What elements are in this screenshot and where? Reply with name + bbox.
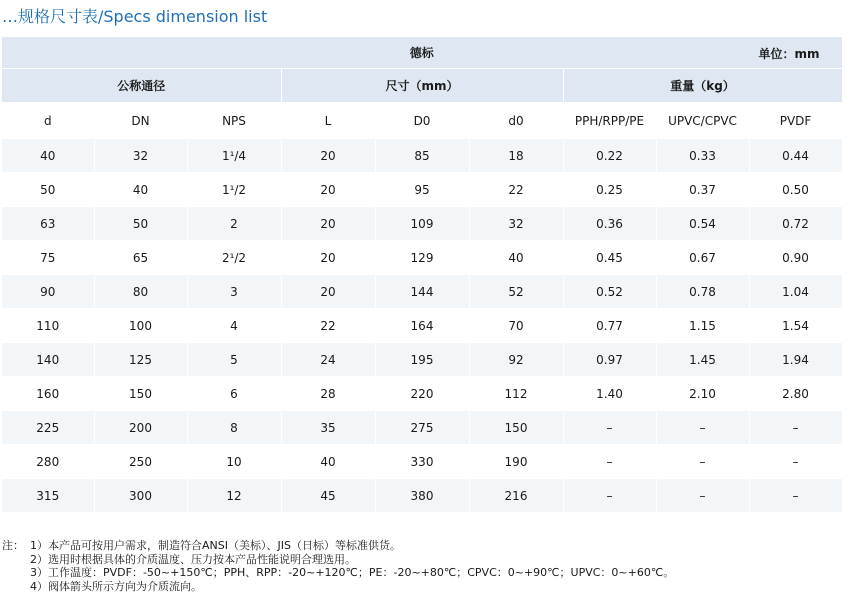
- table-cell: 70: [469, 309, 563, 343]
- table-cell: 220: [375, 377, 469, 411]
- column-header-row: [2, 103, 842, 139]
- column-header: L: [281, 103, 375, 139]
- table-cell: 275: [375, 411, 469, 445]
- table-cell: 50: [94, 207, 187, 241]
- table-cell: 0.37: [656, 173, 749, 207]
- table-cell: 50: [2, 173, 94, 207]
- table-cell: –: [563, 479, 656, 513]
- group-header-nominal-diameter: 公称通径: [2, 69, 281, 103]
- column-header: UPVC/CPVC: [656, 103, 749, 139]
- table-cell: –: [656, 479, 749, 513]
- table-cell: 12: [187, 479, 281, 513]
- table-cell: 20: [281, 275, 375, 309]
- table-cell: 100: [94, 309, 187, 343]
- page-title: …规格尺寸表/Specs dimension list: [2, 7, 268, 26]
- table-cell: 1¹/2: [187, 173, 281, 207]
- table-cell: 2¹/2: [187, 241, 281, 275]
- table-cell: 10: [187, 445, 281, 479]
- table-cell: 40: [2, 139, 94, 173]
- column-header: PPH/RPP/PE: [563, 103, 656, 139]
- table-cell: 40: [281, 445, 375, 479]
- note-line: [2, 553, 674, 567]
- table-cell: 1.54: [749, 309, 842, 343]
- table-cell: 6: [187, 377, 281, 411]
- column-header: DN: [94, 103, 187, 139]
- table-cell: 20: [281, 173, 375, 207]
- table-cell: 0.72: [749, 207, 842, 241]
- table-cell: 75: [2, 241, 94, 275]
- table-cell: 0.97: [563, 343, 656, 377]
- table-cell: 216: [469, 479, 563, 513]
- table-cell: 40: [469, 241, 563, 275]
- table-cell: 0.33: [656, 139, 749, 173]
- table-cell: 1.15: [656, 309, 749, 343]
- table-cell: 63: [2, 207, 94, 241]
- table-cell: 1.94: [749, 343, 842, 377]
- group-header-row: [2, 69, 842, 103]
- note-text: 2）选用时根据具体的介质温度、压力按本产品性能说明合理选用。: [30, 552, 356, 566]
- table-cell: 92: [469, 343, 563, 377]
- table-cell: 300: [94, 479, 187, 513]
- note-text: 4）阀体箭头所示方向为介质流向。: [30, 579, 202, 593]
- table-cell: 315: [2, 479, 94, 513]
- table-cell: 22: [281, 309, 375, 343]
- table-cell: 109: [375, 207, 469, 241]
- table-cell: 85: [375, 139, 469, 173]
- table-cell: 0.77: [563, 309, 656, 343]
- group-header-dimensions: 尺寸（mm）: [281, 69, 563, 103]
- table-cell: 0.25: [563, 173, 656, 207]
- table-cell: 95: [375, 173, 469, 207]
- table-cell: 8: [187, 411, 281, 445]
- standard-header-row: [2, 37, 842, 69]
- table-cell: 280: [2, 445, 94, 479]
- table-row: [2, 275, 842, 309]
- table-row: [2, 139, 842, 173]
- table-cell: 0.54: [656, 207, 749, 241]
- table-cell: –: [749, 479, 842, 513]
- table-cell: 225: [2, 411, 94, 445]
- table-cell: –: [656, 445, 749, 479]
- table-cell: 0.67: [656, 241, 749, 275]
- column-header: PVDF: [749, 103, 842, 139]
- table-cell: –: [656, 411, 749, 445]
- notes: [2, 539, 674, 593]
- table-cell: 195: [375, 343, 469, 377]
- table-cell: 0.78: [656, 275, 749, 309]
- standard-label: 德标: [409, 46, 434, 60]
- table-cell: 129: [375, 241, 469, 275]
- table-cell: 52: [469, 275, 563, 309]
- table-cell: 200: [94, 411, 187, 445]
- group-header-weight: 重量（kg）: [563, 69, 842, 103]
- table-cell: 150: [469, 411, 563, 445]
- note-line: [2, 580, 674, 594]
- note-line: [2, 539, 674, 553]
- unit-label: 单位：mm: [758, 47, 820, 61]
- column-header: d0: [469, 103, 563, 139]
- table-cell: 24: [281, 343, 375, 377]
- table-cell: 2.10: [656, 377, 749, 411]
- column-header: D0: [375, 103, 469, 139]
- table-cell: 32: [94, 139, 187, 173]
- table-cell: –: [563, 411, 656, 445]
- table-row: [2, 241, 842, 275]
- table-row: [2, 207, 842, 241]
- table-cell: 0.52: [563, 275, 656, 309]
- table-cell: 0.36: [563, 207, 656, 241]
- table-cell: 380: [375, 479, 469, 513]
- table-cell: 90: [2, 275, 94, 309]
- table-cell: 190: [469, 445, 563, 479]
- table-row: [2, 411, 842, 445]
- table-cell: 3: [187, 275, 281, 309]
- note-text: 1）本产品可按用户需求，制造符合ANSI（美标）、JIS（日标）等标准供货。: [30, 539, 401, 552]
- table-cell: 0.22: [563, 139, 656, 173]
- table-cell: 1.04: [749, 275, 842, 309]
- table-cell: 65: [94, 241, 187, 275]
- table-cell: 4: [187, 309, 281, 343]
- table-cell: 110: [2, 309, 94, 343]
- table-cell: 0.50: [749, 173, 842, 207]
- table-cell: 5: [187, 343, 281, 377]
- table-cell: 40: [94, 173, 187, 207]
- table-cell: 18: [469, 139, 563, 173]
- table-cell: 1.40: [563, 377, 656, 411]
- note-text: 3）工作温度：PVDF：-50~+150℃；PPH、RPP：-20~+120℃；PE：-20~+80℃；CPVC：0~+90℃；UPVC：0~+60℃。: [30, 566, 675, 579]
- table-cell: 0.45: [563, 241, 656, 275]
- table-row: [2, 343, 842, 377]
- table-cell: 250: [94, 445, 187, 479]
- table-cell: 20: [281, 139, 375, 173]
- table-cell: 80: [94, 275, 187, 309]
- note-line: [2, 566, 674, 580]
- table-row: [2, 309, 842, 343]
- table-cell: 1¹/4: [187, 139, 281, 173]
- table-cell: 1.45: [656, 343, 749, 377]
- table-row: [2, 445, 842, 479]
- specs-dimension-table: [2, 37, 843, 513]
- column-header: d: [2, 103, 94, 139]
- table-row: [2, 377, 842, 411]
- table-cell: 28: [281, 377, 375, 411]
- table-cell: –: [749, 411, 842, 445]
- table-cell: 150: [94, 377, 187, 411]
- table-cell: 22: [469, 173, 563, 207]
- table-cell: 32: [469, 207, 563, 241]
- table-cell: 330: [375, 445, 469, 479]
- table-cell: 144: [375, 275, 469, 309]
- table-cell: 160: [2, 377, 94, 411]
- table-cell: 20: [281, 207, 375, 241]
- table-cell: 0.90: [749, 241, 842, 275]
- table-cell: –: [749, 445, 842, 479]
- table-cell: 2: [187, 207, 281, 241]
- table-cell: 20: [281, 241, 375, 275]
- table-row: [2, 479, 842, 513]
- table-cell: 164: [375, 309, 469, 343]
- standard-header-cell: [2, 37, 842, 69]
- table-cell: 0.44: [749, 139, 842, 173]
- table-cell: 125: [94, 343, 187, 377]
- table-row: [2, 173, 842, 207]
- table-cell: 35: [281, 411, 375, 445]
- table-cell: 45: [281, 479, 375, 513]
- notes-prefix: 注：: [2, 539, 24, 552]
- table-cell: 2.80: [749, 377, 842, 411]
- table-cell: 112: [469, 377, 563, 411]
- column-header: NPS: [187, 103, 281, 139]
- table-cell: 140: [2, 343, 94, 377]
- table-cell: –: [563, 445, 656, 479]
